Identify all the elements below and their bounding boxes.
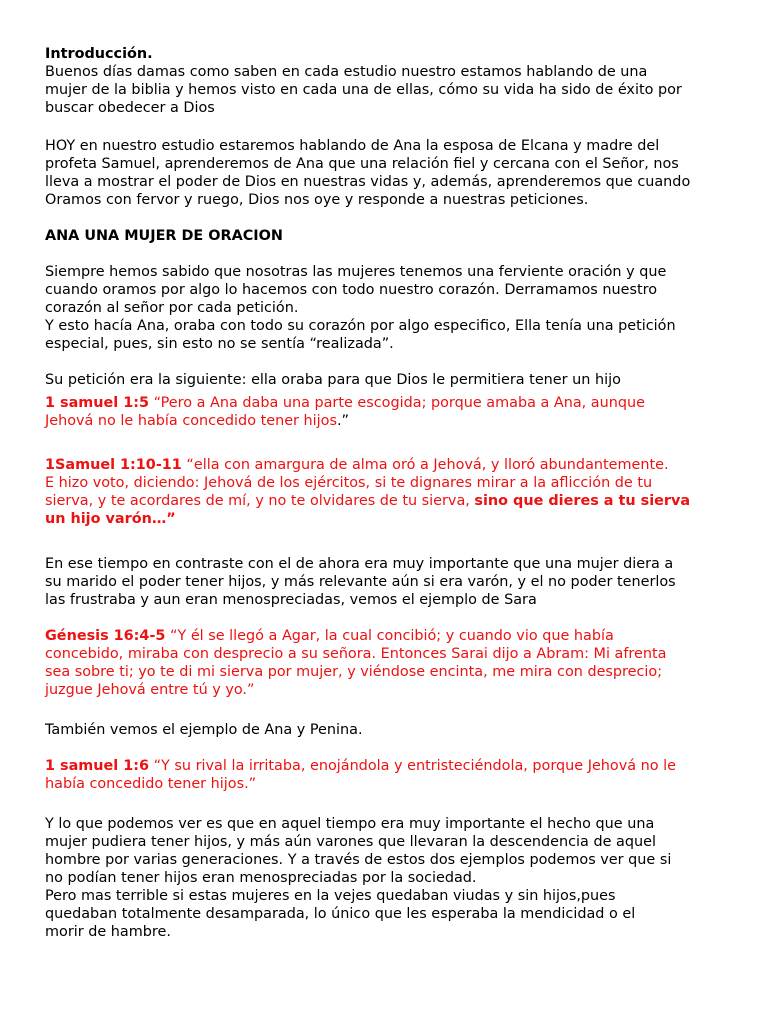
verse-line: había concedido tener hijos.” xyxy=(45,776,257,792)
verse-genesis-16-4-5 xyxy=(45,627,735,699)
today-line: Oramos con fervor y ruego, Dios nos oye y responde a nuestras peticiones. xyxy=(45,192,589,208)
petition-paragraph xyxy=(45,371,735,389)
verse-reference: 1Samuel 1:10-11 xyxy=(45,457,182,473)
verse-text: “Y su rival la irritaba, enojándola y entristeciéndola, porque Jehová no le xyxy=(149,758,676,774)
today-paragraph xyxy=(45,137,735,209)
conclusion-line: Y lo que podemos ver es que en aquel tiempo era muy importante el hecho que una xyxy=(45,816,655,832)
prayer-line: especial, pues, sin esto no se sentía “realizada”. xyxy=(45,336,394,352)
verse-line xyxy=(45,456,735,474)
contrast-paragraph xyxy=(45,555,735,609)
verse-reference: Génesis 16:4-5 xyxy=(45,628,166,644)
today-line: HOY en nuestro estudio estaremos hablando de Ana la esposa de Elcana y madre del xyxy=(45,138,660,154)
verse-line-emphasis: un hijo varón…” xyxy=(45,511,176,527)
today-line: lleva a mostrar el poder de Dios en nuestras vidas y, además, aprenderemos que cuando xyxy=(45,174,691,190)
intro-paragraph xyxy=(45,45,735,117)
verse-1samuel-1-5 xyxy=(45,394,735,430)
verse-text: Jehová no le había concedido tener hijos xyxy=(45,413,337,429)
conclusion-line: quedaban totalmente desamparada, lo único que les esperaba la mendicidad o el xyxy=(45,906,636,922)
verse-line xyxy=(45,492,735,510)
intro-heading: Introducción. xyxy=(45,46,153,62)
penina-line: También vemos el ejemplo de Ana y Penina. xyxy=(45,722,363,738)
verse-reference: 1 samuel 1:5 xyxy=(45,395,150,411)
conclusion-paragraph xyxy=(45,815,735,941)
intro-line: buscar obedecer a Dios xyxy=(45,100,215,116)
conclusion-line: morir de hambre. xyxy=(45,924,171,940)
section-title-block xyxy=(45,227,735,245)
verse-line xyxy=(45,412,735,430)
today-line: profeta Samuel, aprenderemos de Ana que una relación fiel y cercana con el Señor, nos xyxy=(45,156,679,172)
petition-line: Su petición era la siguiente: ella oraba para que Dios le permitiera tener un hijo xyxy=(45,372,621,388)
verse-text: “Y él se llegó a Agar, la cual concibió; y cuando vio que había xyxy=(165,628,614,644)
penina-paragraph xyxy=(45,721,735,739)
intro-line: mujer de la biblia y hemos visto en cada una de ellas, cómo su vida ha sido de éxito por xyxy=(45,82,682,98)
conclusion-line: Pero mas terrible si estas mujeres en la vejes quedaban viudas y sin hijos,pues xyxy=(45,888,616,904)
prayer-paragraph xyxy=(45,263,735,353)
prayer-line: Siempre hemos sabido que nosotras las mujeres tenemos una ferviente oración y que xyxy=(45,264,667,280)
verse-text: sierva, y te acordares de mí, y no te olvidares de tu sierva, xyxy=(45,493,475,509)
verse-line: sea sobre ti; yo te di mi sierva por mujer, y viéndose encinta, me mira con desprecio; xyxy=(45,664,663,680)
section-title: ANA UNA MUJER DE ORACION xyxy=(45,228,283,244)
contrast-line: las frustraba y aun eran menospreciadas, vemos el ejemplo de Sara xyxy=(45,592,537,608)
verse-reference: 1 samuel 1:6 xyxy=(45,758,150,774)
verse-text: “ella con amargura de alma oró a Jehová, y lloró abundantemente. xyxy=(181,457,669,473)
prayer-line: Y esto hacía Ana, oraba con todo su corazón por algo especifico, Ella tenía una petición xyxy=(45,318,676,334)
verse-text-end: .” xyxy=(336,413,349,429)
verse-text-emphasis: sino que dieres a tu sierva xyxy=(474,493,691,509)
conclusion-line: mujer pudiera tener hijos, y más aún varones que llevaran la descendencia de aquel xyxy=(45,834,656,850)
verse-line: juzgue Jehová entre tú y yo.” xyxy=(45,682,255,698)
verse-text: “Pero a Ana daba una parte escogida; porque amaba a Ana, aunque xyxy=(149,395,645,411)
verse-1samuel-1-6 xyxy=(45,757,735,793)
conclusion-line: hombre por varias generaciones. Y a través de estos dos ejemplos podemos ver que si xyxy=(45,852,672,868)
verse-1samuel-1-10-11 xyxy=(45,456,735,528)
conclusion-line: no podían tener hijos eran menospreciadas por la sociedad. xyxy=(45,870,477,886)
prayer-line: cuando oramos por algo lo hacemos con todo nuestro corazón. Derramamos nuestro xyxy=(45,282,658,298)
verse-line xyxy=(45,394,735,412)
verse-line: E hizo voto, diciendo: Jehová de los ejércitos, si te dignares mirar a la aflicción de tu xyxy=(45,475,653,491)
verse-line xyxy=(45,627,735,645)
contrast-line: su marido el poder tener hijos, y más relevante aún si era varón, y el no poder tenerlos xyxy=(45,574,676,590)
verse-line: concebido, miraba con desprecio a su señora. Entonces Sarai dijo a Abram: Mi afrenta xyxy=(45,646,667,662)
intro-line: Buenos días damas como saben en cada estudio nuestro estamos hablando de una xyxy=(45,64,648,80)
verse-line xyxy=(45,757,735,775)
contrast-line: En ese tiempo en contraste con el de ahora era muy importante que una mujer diera a xyxy=(45,556,674,572)
prayer-line: corazón al señor por cada petición. xyxy=(45,300,299,316)
